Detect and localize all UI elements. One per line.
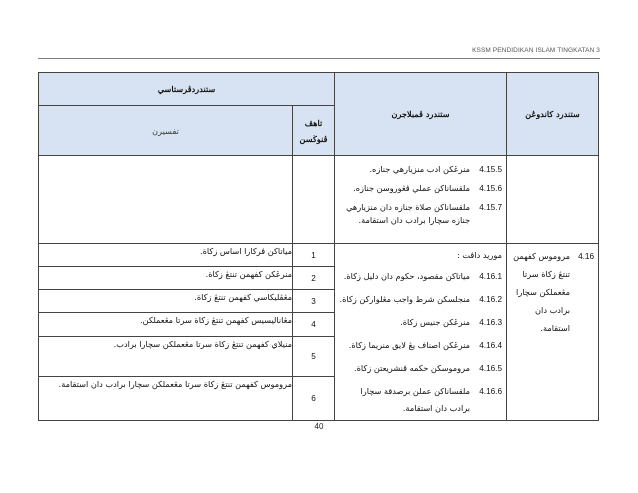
descriptor-3: مڠڤليکاسي کفهمن تنتڠ زکاة. bbox=[39, 290, 293, 313]
learning-item: 4.15.7 ملقساناکن صلاة جنازه دان منزيارهي جنازه سچارا برادب دان استقامة. bbox=[346, 202, 503, 225]
learning-intro: موريد داڤت : bbox=[457, 250, 503, 260]
level-2: 2 bbox=[293, 267, 335, 290]
header-content-standard: ستندرد کاندوڠن bbox=[507, 73, 599, 156]
descriptor-2: منرڠکن کفهمن تنتڠ زکاة. bbox=[39, 267, 293, 290]
header-performance-standard: ستندردڤرستاسي bbox=[39, 73, 335, 106]
level-4: 4 bbox=[293, 313, 335, 336]
learning-item: 4.15.5 منرڠکن ادب منزيارهي جنازه. bbox=[369, 164, 503, 174]
header-level: تاهڤ ڤنوڬسن bbox=[293, 106, 335, 156]
learning-item: 4.16.1 مياتاکن مقصود، حکوم دان دليل زکاة. bbox=[343, 271, 503, 281]
learning-item: 4.16.2 منجلسکن شرط واجب مڠلوارکن زکاة. bbox=[339, 294, 503, 304]
standard-text: مروموس کفهمن تنتڠ زکاة سرتا مڠعملکن سچارا برادب دان استقامة. bbox=[513, 251, 571, 333]
descriptor-1: مياتاکن ڤرکارا اساس زکاة. bbox=[39, 244, 293, 267]
learning-item: 4.16.6 ملقساناکن عملن برصدقة سچارا برادب دان استقامة. bbox=[360, 386, 503, 413]
level-5: 5 bbox=[293, 336, 335, 376]
running-header: KSSM PENDIDIKAN ISLAM TINGKATAN 3 bbox=[472, 47, 600, 54]
learning-item: 4.16.3 منرڠکن جنيس زکاة. bbox=[400, 317, 503, 327]
curriculum-table bbox=[38, 72, 599, 421]
learning-item: 4.15.6 ملقساناکن عملي ڤڠوروسن جنازه. bbox=[353, 183, 503, 193]
learning-standard-cell bbox=[335, 244, 507, 421]
descriptor-6: مروموس کفهمن تنتڠ زکاة سرتا مڠعملکن سچارا برادب دان استقامة. bbox=[39, 376, 293, 420]
header-learning-standard: ستندرد ڤمبلاجرن bbox=[335, 73, 507, 156]
cont-descriptor-cell bbox=[39, 156, 293, 244]
header-descriptor: تفسيرن bbox=[39, 106, 293, 156]
learning-item: 4.16.4 منرڠکن اصناف يڠ لايق منريما زکاة. bbox=[348, 340, 503, 350]
cont-level-cell bbox=[293, 156, 335, 244]
content-standard-cell bbox=[507, 244, 599, 421]
cont-content-standard-cell bbox=[507, 156, 599, 244]
page-number: 40 bbox=[314, 422, 324, 431]
learning-item: 4.16.5 مروموسکن حکمه ڤنشريعتن زکاة. bbox=[354, 363, 503, 373]
header-divider bbox=[38, 58, 600, 59]
descriptor-4: مڠاناليسيس کفهمن تنتڠ زکاة سرتا مڠعملکن. bbox=[39, 313, 293, 336]
level-3: 3 bbox=[293, 290, 335, 313]
cont-learning-cell bbox=[335, 156, 507, 244]
descriptor-5: منيلاي کفهمن تنتڠ زکاة سرتا مڠعملکن سچارا برادب. bbox=[39, 336, 293, 376]
level-1: 1 bbox=[293, 244, 335, 267]
level-6: 6 bbox=[293, 376, 335, 420]
standard-code: 4.16 bbox=[578, 252, 595, 261]
